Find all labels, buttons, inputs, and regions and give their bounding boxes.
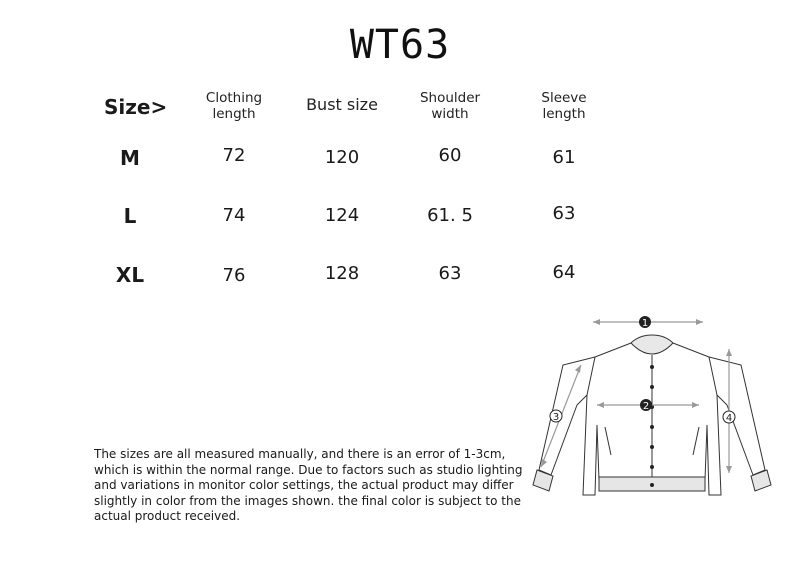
jacket-measurement-diagram (525, 305, 775, 505)
column-header-line: width (431, 106, 469, 122)
button (650, 365, 654, 369)
column-header-line: length (212, 106, 256, 122)
jacket-collar (631, 335, 673, 354)
marker-4: 4 (725, 413, 733, 424)
table-cell: 76 (222, 265, 246, 286)
button (650, 483, 654, 487)
table-cell: 63 (552, 203, 576, 224)
button (650, 425, 654, 429)
column-header-bust-size (297, 97, 387, 113)
column-header-line: Bust size (306, 95, 378, 114)
table-cell: 124 (324, 205, 360, 226)
row-label-l: L (123, 204, 137, 228)
table-cell: 74 (222, 205, 246, 226)
left-pocket (605, 427, 611, 455)
size-column-header: Size> (104, 95, 168, 119)
table-cell: 120 (324, 147, 360, 168)
button (650, 385, 654, 389)
column-header-shoulder-width (410, 90, 490, 122)
table-cell: 63 (438, 263, 462, 284)
button (650, 465, 654, 469)
button (650, 445, 654, 449)
table-cell: 64 (552, 262, 576, 283)
column-header-line: Shoulder (419, 90, 481, 106)
column-header-sleeve-length (524, 90, 604, 122)
marker-1: 1 (641, 318, 649, 329)
table-cell: 60 (438, 145, 462, 166)
table-cell: 61. 5 (427, 205, 473, 226)
measurement-disclaimer: The sizes are all measured manually, and there is an error of 1-3cm, which is within the normal range. Due to factors such as studio lighting and variations in monitor color settings, the actual product may differ slightly in color from the images shown. the final color is subject to the actual product received. (94, 447, 523, 523)
row-label-m: M (120, 146, 140, 170)
page-title: WT63 (349, 22, 451, 68)
table-cell: 61 (552, 147, 576, 168)
right-pocket (693, 427, 699, 455)
left-cuff (533, 470, 553, 491)
column-header-line: Clothing (205, 90, 263, 106)
column-header-line: Sleeve (541, 90, 587, 106)
row-label-xl: XL (115, 263, 145, 287)
table-cell: 72 (222, 145, 246, 166)
column-header-clothing-length (194, 90, 274, 122)
right-cuff (751, 470, 771, 491)
column-header-line: length (542, 106, 586, 122)
marker-2: 2 (642, 401, 650, 412)
marker-3: 3 (552, 412, 560, 423)
table-cell: 128 (324, 263, 360, 284)
